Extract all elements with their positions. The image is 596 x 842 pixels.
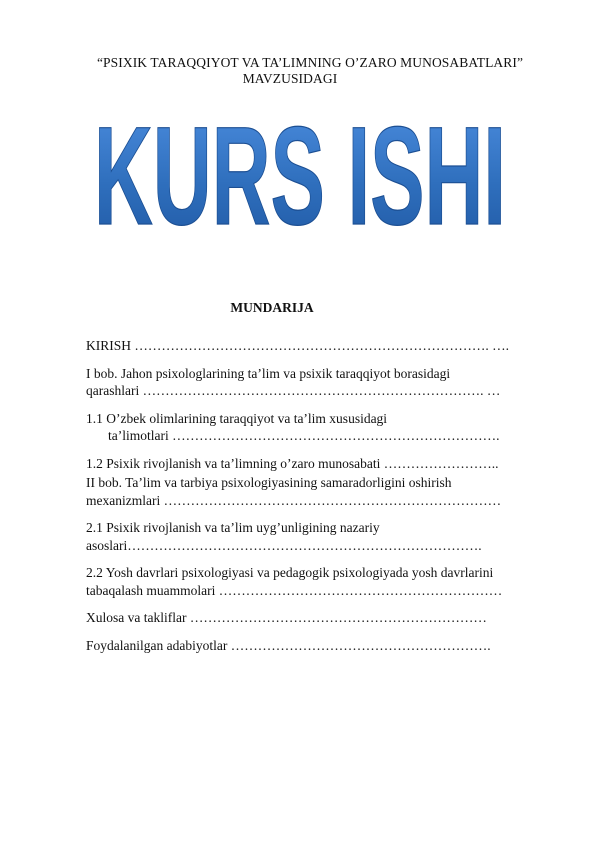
toc-entry-line: asoslari…………………………………………………………………….: [86, 537, 482, 553]
contents-title: MUNDARIJA: [230, 300, 314, 315]
topic-heading: [60, 55, 560, 87]
toc-entry-line: Xulosa va takliflar …………………………………………………………: [86, 610, 487, 625]
toc-entry-line: 1.1 O’zbek olimlarining taraqqiyot va ta’lim xususidagi: [86, 410, 388, 426]
toc-entry: [86, 337, 526, 355]
toc-entry-line: mexanizmlari …………………………………………………………………: [86, 492, 502, 508]
toc-entry-line: ta’limotlari ……………………………………………………………….: [108, 428, 500, 443]
toc-entry-line: 2.1 Psixik rivojlanish va ta’lim uyg’unligining nazariy: [86, 520, 380, 535]
toc-entry-line: qarashlari …………………………………………………………………. …: [86, 383, 501, 398]
toc-entry: [86, 455, 526, 473]
toc-entry-line: KIRISH ……………………………………………………………………. ….: [86, 338, 510, 353]
toc-entry: [86, 637, 526, 655]
toc-entry-line: 1.2 Psixik rivojlanish va ta’limning o’zaro munosabati ……………………..: [86, 455, 499, 471]
toc-entry: [86, 564, 526, 599]
toc-entry-line: I bob. Jahon psixologlarining ta’lim va psixik taraqqiyot borasidagi: [86, 365, 451, 381]
toc-entry: [86, 474, 526, 509]
topic-line-2: MAVZUSIDAGI: [242, 71, 338, 86]
kurs-ishi-banner: [90, 110, 510, 240]
toc-entry: [86, 609, 526, 627]
toc-entry: [86, 410, 526, 445]
table-of-contents: [86, 327, 526, 654]
toc-entry-line: II bob. Ta’lim va tarbiya psixologiyasining samaradorligini oshirish: [86, 475, 452, 490]
toc-entry: [86, 519, 526, 554]
toc-entry: [86, 365, 526, 400]
toc-entry-line: tabaqalash muammolari ………………………………………………………: [86, 582, 503, 598]
toc-entry-line: 2.2 Yosh davrlari psixologiyasi va pedagogik psixologiyada yosh davrlarini: [86, 565, 494, 580]
banner-title-text: KURS ISHI: [94, 110, 506, 240]
toc-entry-line: Foydalanilgan adabiyotlar ………………………………………………….: [86, 637, 491, 653]
topic-line-1: “PSIXIK TARAQQIYOT VA TA’LIMNING O’ZARO MUNOSABATLARI”: [96, 55, 524, 70]
